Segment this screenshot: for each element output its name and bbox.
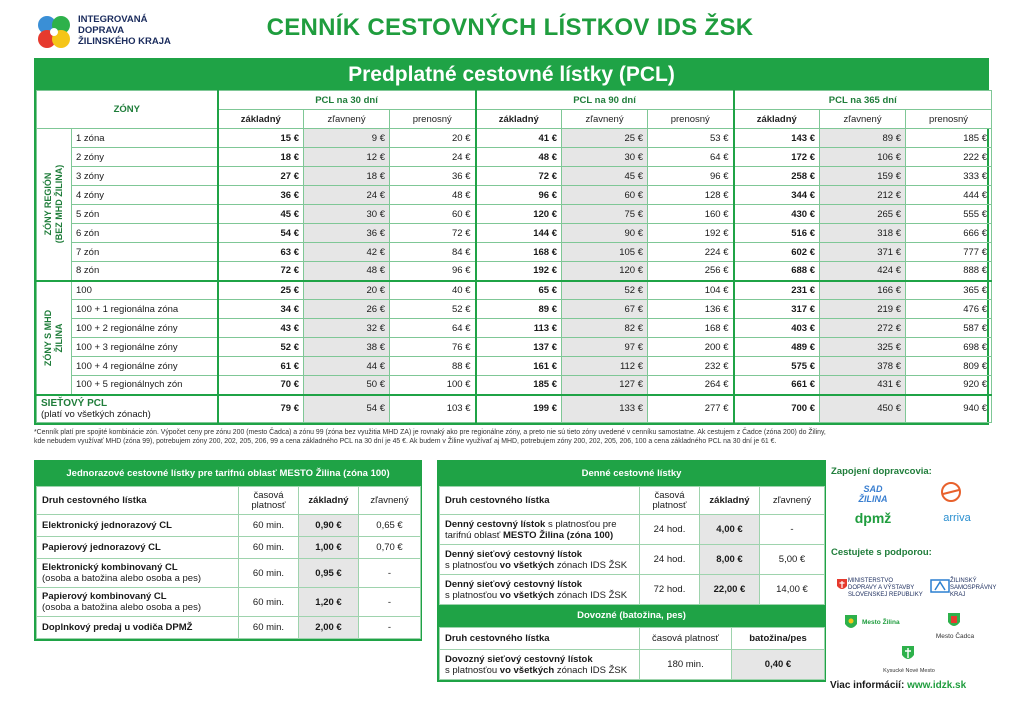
price-cell: 920 € bbox=[906, 376, 992, 395]
price-cell: 450 € bbox=[820, 395, 906, 423]
price-cell: 72 € bbox=[218, 262, 304, 281]
price-cell: 489 € bbox=[734, 338, 820, 357]
price-cell: 26 € bbox=[304, 300, 390, 319]
zone-label: 100 + 2 regionálne zóny bbox=[72, 319, 218, 338]
zsk-coat-icon bbox=[930, 578, 950, 594]
ticket-price-basic: 2,00 € bbox=[299, 617, 359, 639]
price-cell: 88 € bbox=[390, 357, 476, 376]
price-cell: 79 € bbox=[218, 395, 304, 423]
col-reduced: zľavnený bbox=[760, 487, 825, 515]
zone-label: 1 zóna bbox=[72, 129, 218, 148]
price-cell: 698 € bbox=[906, 338, 992, 357]
price-cell: 72 € bbox=[390, 224, 476, 243]
price-cell: 96 € bbox=[390, 262, 476, 281]
logo-line-3: ŽILINSKÉHO KRAJA bbox=[78, 36, 171, 47]
period-30-header: PCL na 30 dní bbox=[218, 91, 476, 110]
price-cell: 444 € bbox=[906, 186, 992, 205]
price-cell: 137 € bbox=[476, 338, 562, 357]
ticket-validity: 60 min. bbox=[239, 559, 299, 588]
price-cell: 277 € bbox=[648, 395, 734, 423]
ticket-validity: 24 hod. bbox=[640, 515, 700, 545]
table-row bbox=[37, 148, 992, 167]
price-cell: 60 € bbox=[390, 205, 476, 224]
price-cell: 112 € bbox=[562, 357, 648, 376]
table-row bbox=[37, 515, 421, 537]
table-row bbox=[37, 588, 421, 617]
price-cell: 27 € bbox=[218, 167, 304, 186]
ticket-price-reduced: 14,00 € bbox=[760, 575, 825, 605]
network-row bbox=[37, 395, 992, 423]
ticket-price-basic: 0,90 € bbox=[299, 515, 359, 537]
luggage-heading: Dovozné (batožina, pes) bbox=[439, 605, 824, 627]
zone-label: 100 bbox=[72, 281, 218, 300]
price-cell: 64 € bbox=[390, 319, 476, 338]
price-cell: 60 € bbox=[562, 186, 648, 205]
price-cell: 161 € bbox=[476, 357, 562, 376]
price-cell: 172 € bbox=[734, 148, 820, 167]
price-cell: 89 € bbox=[476, 300, 562, 319]
price-cell: 136 € bbox=[648, 300, 734, 319]
price-cell: 159 € bbox=[820, 167, 906, 186]
table-row bbox=[37, 559, 421, 588]
price-cell: 661 € bbox=[734, 376, 820, 395]
price-cell: 133 € bbox=[562, 395, 648, 423]
price-cell: 232 € bbox=[648, 357, 734, 376]
price-cell: 256 € bbox=[648, 262, 734, 281]
price-cell: 587 € bbox=[906, 319, 992, 338]
price-cell: 185 € bbox=[906, 129, 992, 148]
price-cell: 602 € bbox=[734, 243, 820, 262]
price-cell: 44 € bbox=[304, 357, 390, 376]
price-cell: 15 € bbox=[218, 129, 304, 148]
table-row bbox=[37, 129, 992, 148]
price-cell: 96 € bbox=[648, 167, 734, 186]
price-cell: 199 € bbox=[476, 395, 562, 423]
subcol-reduced: zľavnený bbox=[820, 110, 906, 129]
ticket-validity: 60 min. bbox=[239, 537, 299, 559]
price-cell: 160 € bbox=[648, 205, 734, 224]
price-cell: 476 € bbox=[906, 300, 992, 319]
ticket-price-reduced: 0,65 € bbox=[359, 515, 421, 537]
price-cell: 166 € bbox=[820, 281, 906, 300]
price-cell: 105 € bbox=[562, 243, 648, 262]
arriva-logo: arriva bbox=[943, 512, 971, 524]
price-cell: 317 € bbox=[734, 300, 820, 319]
price-cell: 43 € bbox=[218, 319, 304, 338]
col-ticket-type: Druh cestovného lístka bbox=[440, 487, 640, 515]
ticket-validity: 60 min. bbox=[239, 617, 299, 639]
table-row bbox=[37, 617, 421, 639]
price-cell: 128 € bbox=[648, 186, 734, 205]
table-row bbox=[37, 537, 421, 559]
price-cell: 666 € bbox=[906, 224, 992, 243]
ticket-name: Denný cestovný lístok s platnosťou pre tarifnú oblasť MESTO Žilina (zóna 100) bbox=[440, 515, 640, 545]
col-luggage: batožina/pes bbox=[732, 628, 825, 650]
subcol-reduced: zľavnený bbox=[304, 110, 390, 129]
price-cell: 36 € bbox=[218, 186, 304, 205]
group-region-label: ZÓNY REGIÓN (BEZ MHD ŽILINA) bbox=[37, 129, 72, 281]
price-cell: 192 € bbox=[476, 262, 562, 281]
ticket-price: 0,40 € bbox=[732, 650, 825, 680]
price-cell: 344 € bbox=[734, 186, 820, 205]
price-cell: 50 € bbox=[304, 376, 390, 395]
zone-label: 100 + 1 regionálna zóna bbox=[72, 300, 218, 319]
table-row bbox=[37, 205, 992, 224]
col-reduced: zľavnený bbox=[359, 487, 421, 515]
price-cell: 9 € bbox=[304, 129, 390, 148]
price-cell: 36 € bbox=[390, 167, 476, 186]
table-row bbox=[37, 357, 992, 376]
page-title: CENNÍK CESTOVNÝCH LÍSTKOV IDS ŽSK bbox=[266, 14, 754, 41]
price-cell: 45 € bbox=[562, 167, 648, 186]
price-cell: 200 € bbox=[648, 338, 734, 357]
subcol-transferable: prenosný bbox=[906, 110, 992, 129]
price-cell: 96 € bbox=[476, 186, 562, 205]
ticket-name: Papierový jednorazový CL bbox=[37, 537, 239, 559]
price-cell: 555 € bbox=[906, 205, 992, 224]
pcl-table bbox=[34, 58, 989, 425]
price-cell: 61 € bbox=[218, 357, 304, 376]
zone-label: 7 zón bbox=[72, 243, 218, 262]
price-cell: 75 € bbox=[562, 205, 648, 224]
ticket-price-reduced: - bbox=[760, 515, 825, 545]
ticket-price-basic: 1,00 € bbox=[299, 537, 359, 559]
price-cell: 45 € bbox=[218, 205, 304, 224]
price-cell: 325 € bbox=[820, 338, 906, 357]
price-cell: 104 € bbox=[648, 281, 734, 300]
price-cell: 30 € bbox=[562, 148, 648, 167]
ticket-price-reduced: - bbox=[359, 617, 421, 639]
price-cell: 20 € bbox=[390, 129, 476, 148]
price-cell: 809 € bbox=[906, 357, 992, 376]
ministry-logo: MINISTERSTVO DOPRAVY A VÝSTAVBY SLOVENSKEJ REPUBLIKY bbox=[848, 578, 923, 598]
price-cell: 371 € bbox=[820, 243, 906, 262]
price-cell: 48 € bbox=[390, 186, 476, 205]
price-cell: 82 € bbox=[562, 319, 648, 338]
price-cell: 185 € bbox=[476, 376, 562, 395]
ticket-price-reduced: 5,00 € bbox=[760, 545, 825, 575]
price-cell: 20 € bbox=[304, 281, 390, 300]
price-cell: 52 € bbox=[390, 300, 476, 319]
price-cell: 48 € bbox=[304, 262, 390, 281]
price-cell: 42 € bbox=[304, 243, 390, 262]
table-row bbox=[37, 262, 992, 281]
footnote bbox=[34, 428, 989, 446]
price-cell: 30 € bbox=[304, 205, 390, 224]
price-cell: 127 € bbox=[562, 376, 648, 395]
ticket-name: Elektronický kombinovaný CL (osoba a batožina alebo osoba a pes) bbox=[37, 559, 239, 588]
price-cell: 318 € bbox=[820, 224, 906, 243]
price-cell: 41 € bbox=[476, 129, 562, 148]
ticket-name: Denný sieťový cestovný lístok s platnosťou vo všetkých zónach IDS ŽSK bbox=[440, 545, 640, 575]
price-cell: 219 € bbox=[820, 300, 906, 319]
table-row bbox=[37, 300, 992, 319]
footnote-line-2: kde nebudem využívať MHD (zóna 99), potrebujem zóny 200, 202, 205, 206, 99 a cena základného PCL na 30 dní je 45 €. Ak budem v Žiline využívať aj MHD, potrebujem zóny 200, 202, 205, 206, 100 a cena základného PCL na 30 dní je 61 €. bbox=[34, 438, 777, 445]
support-title: Cestujete s podporou: bbox=[831, 547, 932, 558]
zone-label: 2 zóny bbox=[72, 148, 218, 167]
col-validity: časová platnosť bbox=[239, 487, 299, 515]
ids-zsk-logo bbox=[34, 12, 214, 54]
price-cell: 888 € bbox=[906, 262, 992, 281]
price-cell: 100 € bbox=[390, 376, 476, 395]
table-row bbox=[440, 575, 825, 605]
daily-tickets-table bbox=[437, 460, 826, 682]
price-cell: 431 € bbox=[820, 376, 906, 395]
table-row bbox=[37, 243, 992, 262]
table-row bbox=[37, 376, 992, 395]
price-cell: 143 € bbox=[734, 129, 820, 148]
price-cell: 32 € bbox=[304, 319, 390, 338]
price-cell: 940 € bbox=[906, 395, 992, 423]
group-city-label: ZÓNY S MHD ŽILINA bbox=[37, 281, 72, 395]
zone-label: 8 zón bbox=[72, 262, 218, 281]
col-basic: základný bbox=[700, 487, 760, 515]
price-cell: 777 € bbox=[906, 243, 992, 262]
subcol-transferable: prenosný bbox=[648, 110, 734, 129]
table-row bbox=[37, 186, 992, 205]
price-cell: 70 € bbox=[218, 376, 304, 395]
pcl-heading: Predplatné cestovné lístky (PCL) bbox=[36, 60, 987, 90]
price-cell: 168 € bbox=[648, 319, 734, 338]
single-tickets-table bbox=[34, 460, 422, 641]
price-cell: 258 € bbox=[734, 167, 820, 186]
ticket-name: Papierový kombinovaný CL (osoba a batožina alebo osoba a pes) bbox=[37, 588, 239, 617]
table-row bbox=[37, 338, 992, 357]
price-cell: 264 € bbox=[648, 376, 734, 395]
period-365-header: PCL na 365 dní bbox=[734, 91, 992, 110]
price-cell: 97 € bbox=[562, 338, 648, 357]
single-heading: Jednorazové cestovné lístky pre tarifnú oblasť MESTO Žilina (zóna 100) bbox=[36, 462, 420, 486]
price-cell: 120 € bbox=[562, 262, 648, 281]
ticket-price-basic: 4,00 € bbox=[700, 515, 760, 545]
price-cell: 65 € bbox=[476, 281, 562, 300]
ticket-price-reduced: - bbox=[359, 588, 421, 617]
col-ticket-type: Druh cestovného lístka bbox=[440, 628, 640, 650]
zilina-coat-icon bbox=[844, 614, 858, 632]
price-cell: 575 € bbox=[734, 357, 820, 376]
price-cell: 403 € bbox=[734, 319, 820, 338]
price-cell: 272 € bbox=[820, 319, 906, 338]
subcol-basic: základný bbox=[734, 110, 820, 129]
ticket-name: Doplnkový predaj u vodiča DPMŽ bbox=[37, 617, 239, 639]
col-validity: časová platnosť bbox=[640, 487, 700, 515]
zilina-logo: Mesto Žilina bbox=[862, 619, 900, 626]
network-label: SIEŤOVÝ PCL (platí vo všetkých zónach) bbox=[37, 395, 218, 423]
zone-label: 3 zóny bbox=[72, 167, 218, 186]
price-cell: 144 € bbox=[476, 224, 562, 243]
price-cell: 64 € bbox=[648, 148, 734, 167]
price-cell: 700 € bbox=[734, 395, 820, 423]
price-cell: 222 € bbox=[906, 148, 992, 167]
price-cell: 18 € bbox=[304, 167, 390, 186]
ticket-price-basic: 8,00 € bbox=[700, 545, 760, 575]
price-cell: 67 € bbox=[562, 300, 648, 319]
rail-carrier-icon bbox=[934, 481, 968, 503]
ticket-name: Denný sieťový cestovný lístok s platnosťou vo všetkých zónach IDS ŽSK bbox=[440, 575, 640, 605]
price-cell: 333 € bbox=[906, 167, 992, 186]
cadca-coat-icon bbox=[947, 612, 961, 630]
cadca-logo: Mesto Čadca bbox=[935, 633, 975, 640]
price-cell: 516 € bbox=[734, 224, 820, 243]
price-cell: 36 € bbox=[304, 224, 390, 243]
price-cell: 688 € bbox=[734, 262, 820, 281]
price-cell: 24 € bbox=[304, 186, 390, 205]
price-cell: 38 € bbox=[304, 338, 390, 357]
zsk-logo: ŽILINSKÝ SAMOSPRÁVNY KRAJ bbox=[950, 578, 997, 598]
price-cell: 424 € bbox=[820, 262, 906, 281]
daily-heading: Denné cestovné lístky bbox=[439, 462, 824, 486]
table-row bbox=[37, 167, 992, 186]
table-row bbox=[440, 515, 825, 545]
price-cell: 365 € bbox=[906, 281, 992, 300]
zones-header: ZÓNY bbox=[37, 91, 218, 129]
more-info-link[interactable]: www.idzk.sk bbox=[907, 680, 967, 691]
table-row bbox=[37, 319, 992, 338]
subcol-reduced: zľavnený bbox=[562, 110, 648, 129]
price-cell: 106 € bbox=[820, 148, 906, 167]
price-cell: 54 € bbox=[304, 395, 390, 423]
price-cell: 90 € bbox=[562, 224, 648, 243]
knm-coat-icon bbox=[901, 645, 915, 663]
ticket-validity: 60 min. bbox=[239, 588, 299, 617]
more-info-label: Viac informácií: bbox=[830, 680, 905, 691]
price-cell: 48 € bbox=[476, 148, 562, 167]
zone-label: 5 zón bbox=[72, 205, 218, 224]
zone-label: 100 + 3 regionálne zóny bbox=[72, 338, 218, 357]
ticket-validity: 180 min. bbox=[640, 650, 732, 680]
price-cell: 40 € bbox=[390, 281, 476, 300]
price-cell: 120 € bbox=[476, 205, 562, 224]
sk-coat-icon bbox=[836, 578, 848, 592]
price-cell: 24 € bbox=[390, 148, 476, 167]
price-cell: 25 € bbox=[218, 281, 304, 300]
subcol-transferable: prenosný bbox=[390, 110, 476, 129]
ticket-price-basic: 1,20 € bbox=[299, 588, 359, 617]
dpmz-logo: dpmž bbox=[854, 510, 892, 526]
carriers-title: Zapojení dopravcovia: bbox=[831, 466, 932, 477]
ticket-price-basic: 22,00 € bbox=[700, 575, 760, 605]
price-cell: 72 € bbox=[476, 167, 562, 186]
price-cell: 53 € bbox=[648, 129, 734, 148]
zone-label: 100 + 5 regionálnych zón bbox=[72, 376, 218, 395]
table-row bbox=[37, 224, 992, 243]
logo-line-1: INTEGROVANÁ bbox=[78, 14, 148, 25]
col-validity: časová platnosť bbox=[640, 628, 732, 650]
price-cell: 63 € bbox=[218, 243, 304, 262]
ticket-validity: 24 hod. bbox=[640, 545, 700, 575]
logo-line-2: DOPRAVA bbox=[78, 25, 125, 36]
price-cell: 18 € bbox=[218, 148, 304, 167]
price-cell: 76 € bbox=[390, 338, 476, 357]
price-cell: 52 € bbox=[218, 338, 304, 357]
subcol-basic: základný bbox=[476, 110, 562, 129]
ticket-validity: 60 min. bbox=[239, 515, 299, 537]
price-cell: 89 € bbox=[820, 129, 906, 148]
price-cell: 430 € bbox=[734, 205, 820, 224]
ticket-name: Elektronický jednorazový CL bbox=[37, 515, 239, 537]
price-cell: 25 € bbox=[562, 129, 648, 148]
table-row bbox=[37, 281, 992, 300]
ticket-name: Dovozný sieťový cestovný lístok s platnosťou vo všetkých zónach IDS ŽSK bbox=[440, 650, 640, 680]
price-cell: 265 € bbox=[820, 205, 906, 224]
zone-label: 6 zón bbox=[72, 224, 218, 243]
price-cell: 103 € bbox=[390, 395, 476, 423]
sad-logo: SAD ŽILINA bbox=[858, 484, 888, 504]
price-cell: 34 € bbox=[218, 300, 304, 319]
clover-icon bbox=[34, 12, 74, 52]
price-cell: 192 € bbox=[648, 224, 734, 243]
zone-label: 4 zóny bbox=[72, 186, 218, 205]
footnote-line-1: *Cenník platí pre spojité kombinácie zón. Výpočet ceny pre zónu 200 (mesto Čadca) a zónu 99 (zóna bez využitia MHD ZA) je rovnaký ako pre regionálne zóny, a preto nie sú tieto zóny uvedené v cenníku samostatne. Ak cestujem z Čadce (zóna 200) do Žiliny, bbox=[34, 429, 826, 436]
price-cell: 12 € bbox=[304, 148, 390, 167]
zone-label: 100 + 4 regionálne zóny bbox=[72, 357, 218, 376]
period-90-header: PCL na 90 dní bbox=[476, 91, 734, 110]
price-cell: 224 € bbox=[648, 243, 734, 262]
price-cell: 84 € bbox=[390, 243, 476, 262]
col-ticket-type: Druh cestovného lístka bbox=[37, 487, 239, 515]
ticket-validity: 72 hod. bbox=[640, 575, 700, 605]
more-info bbox=[830, 680, 966, 691]
table-row bbox=[440, 650, 825, 680]
ticket-price-reduced: 0,70 € bbox=[359, 537, 421, 559]
table-row bbox=[440, 545, 825, 575]
price-cell: 168 € bbox=[476, 243, 562, 262]
price-cell: 52 € bbox=[562, 281, 648, 300]
price-cell: 54 € bbox=[218, 224, 304, 243]
knm-logo: Kysucké Nové Mesto bbox=[883, 668, 935, 674]
price-cell: 212 € bbox=[820, 186, 906, 205]
ticket-price-reduced: - bbox=[359, 559, 421, 588]
subcol-basic: základný bbox=[218, 110, 304, 129]
ticket-price-basic: 0,95 € bbox=[299, 559, 359, 588]
price-cell: 231 € bbox=[734, 281, 820, 300]
price-cell: 378 € bbox=[820, 357, 906, 376]
price-cell: 113 € bbox=[476, 319, 562, 338]
col-basic: základný bbox=[299, 487, 359, 515]
